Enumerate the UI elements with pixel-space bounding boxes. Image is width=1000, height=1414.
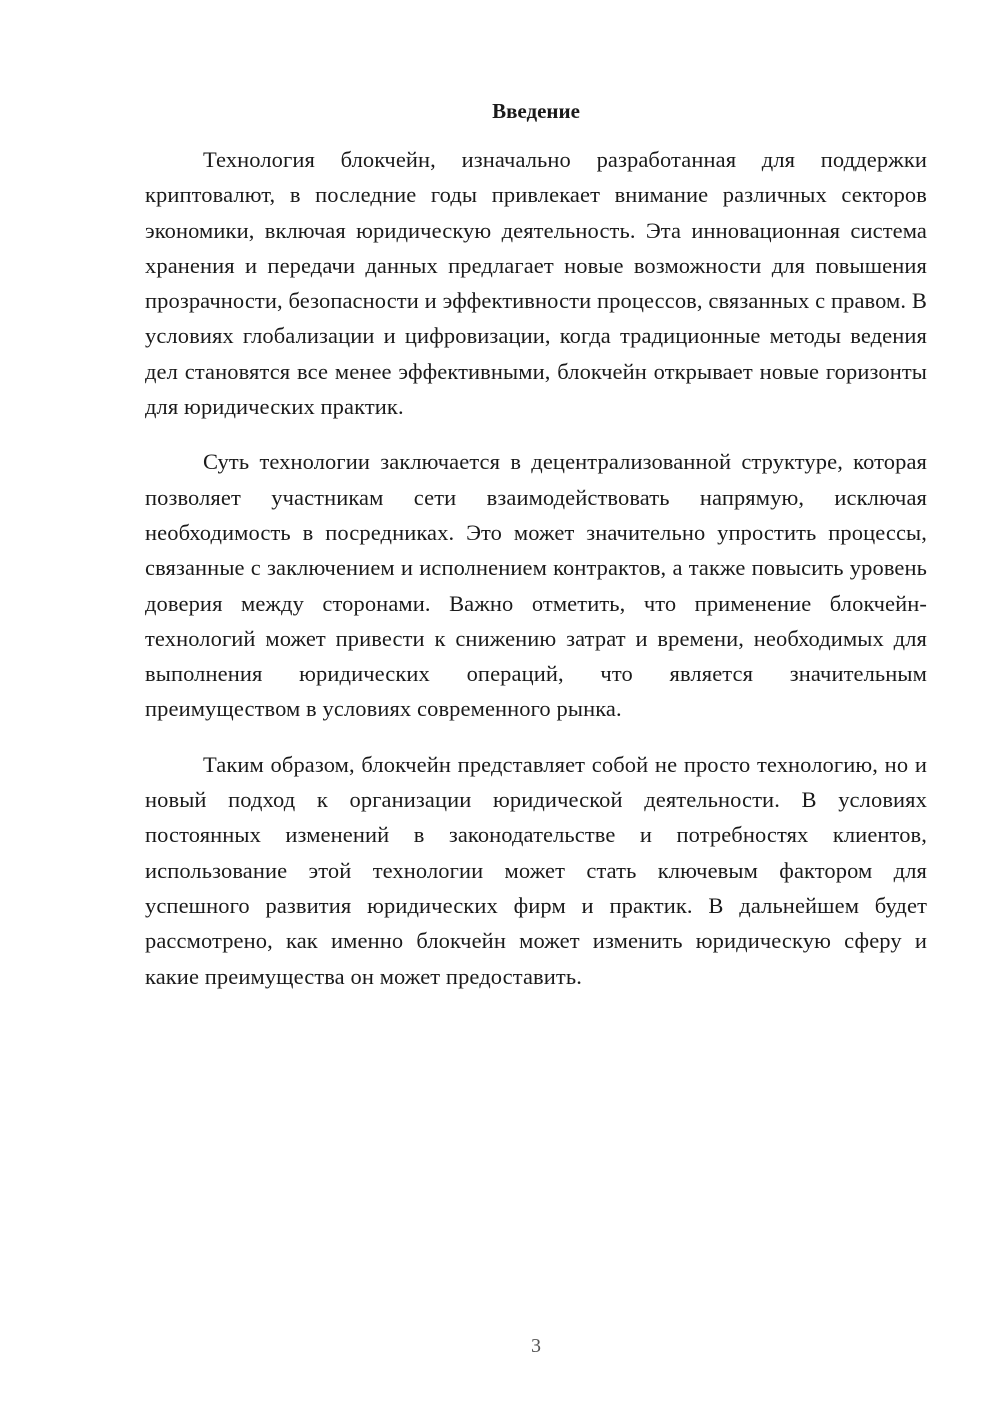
paragraph-1: Технология блокчейн, изначально разработанная для поддержки криптовалют, в последние годы привлекает внимание различных секторов экономики, включая юридическую деятельность. Эта инновационная система хранения и передачи данных предлагает новые возможности для повышения прозрачности, безопасности и эффективности процессов, связанных с правом. В условиях глобализации и цифровизации, когда традиционные методы ведения дел становятся все менее эффективными, блокчейн открывает новые горизонты для юридических практик.: [145, 147, 927, 420]
paragraph-3: Таким образом, блокчейн представляет собой не просто технологию, но и новый подход к организации юридической деятельности. В условиях постоянных изменений в законодательстве и потребностях клиентов, использование этой технологии может стать ключевым фактором для успешного развития юридических фирм и практик. В дальнейшем будет рассмотрено, как именно блокчейн может изменить юридическую сферу и какие преимущества он может предоставить.: [145, 751, 927, 989]
body-text: [145, 142, 927, 1014]
paragraph-2: Суть технологии заключается в децентрализованной структуре, которая позволяет участникам сети взаимодействовать напрямую, исключая необходимость в посредниках. Это может значительно упростить процессы, связанные с заключением и исполнением контрактов, а также повысить уровень доверия между сторонами. Важно отметить, что применение блокчейн-технологий может привести к снижению затрат и времени, необходимых для выполнения юридических операций, что является значительным преимуществом в условиях современного рынка.: [145, 449, 927, 722]
page-number: 3: [531, 1335, 541, 1357]
page-title: Введение: [492, 99, 580, 123]
